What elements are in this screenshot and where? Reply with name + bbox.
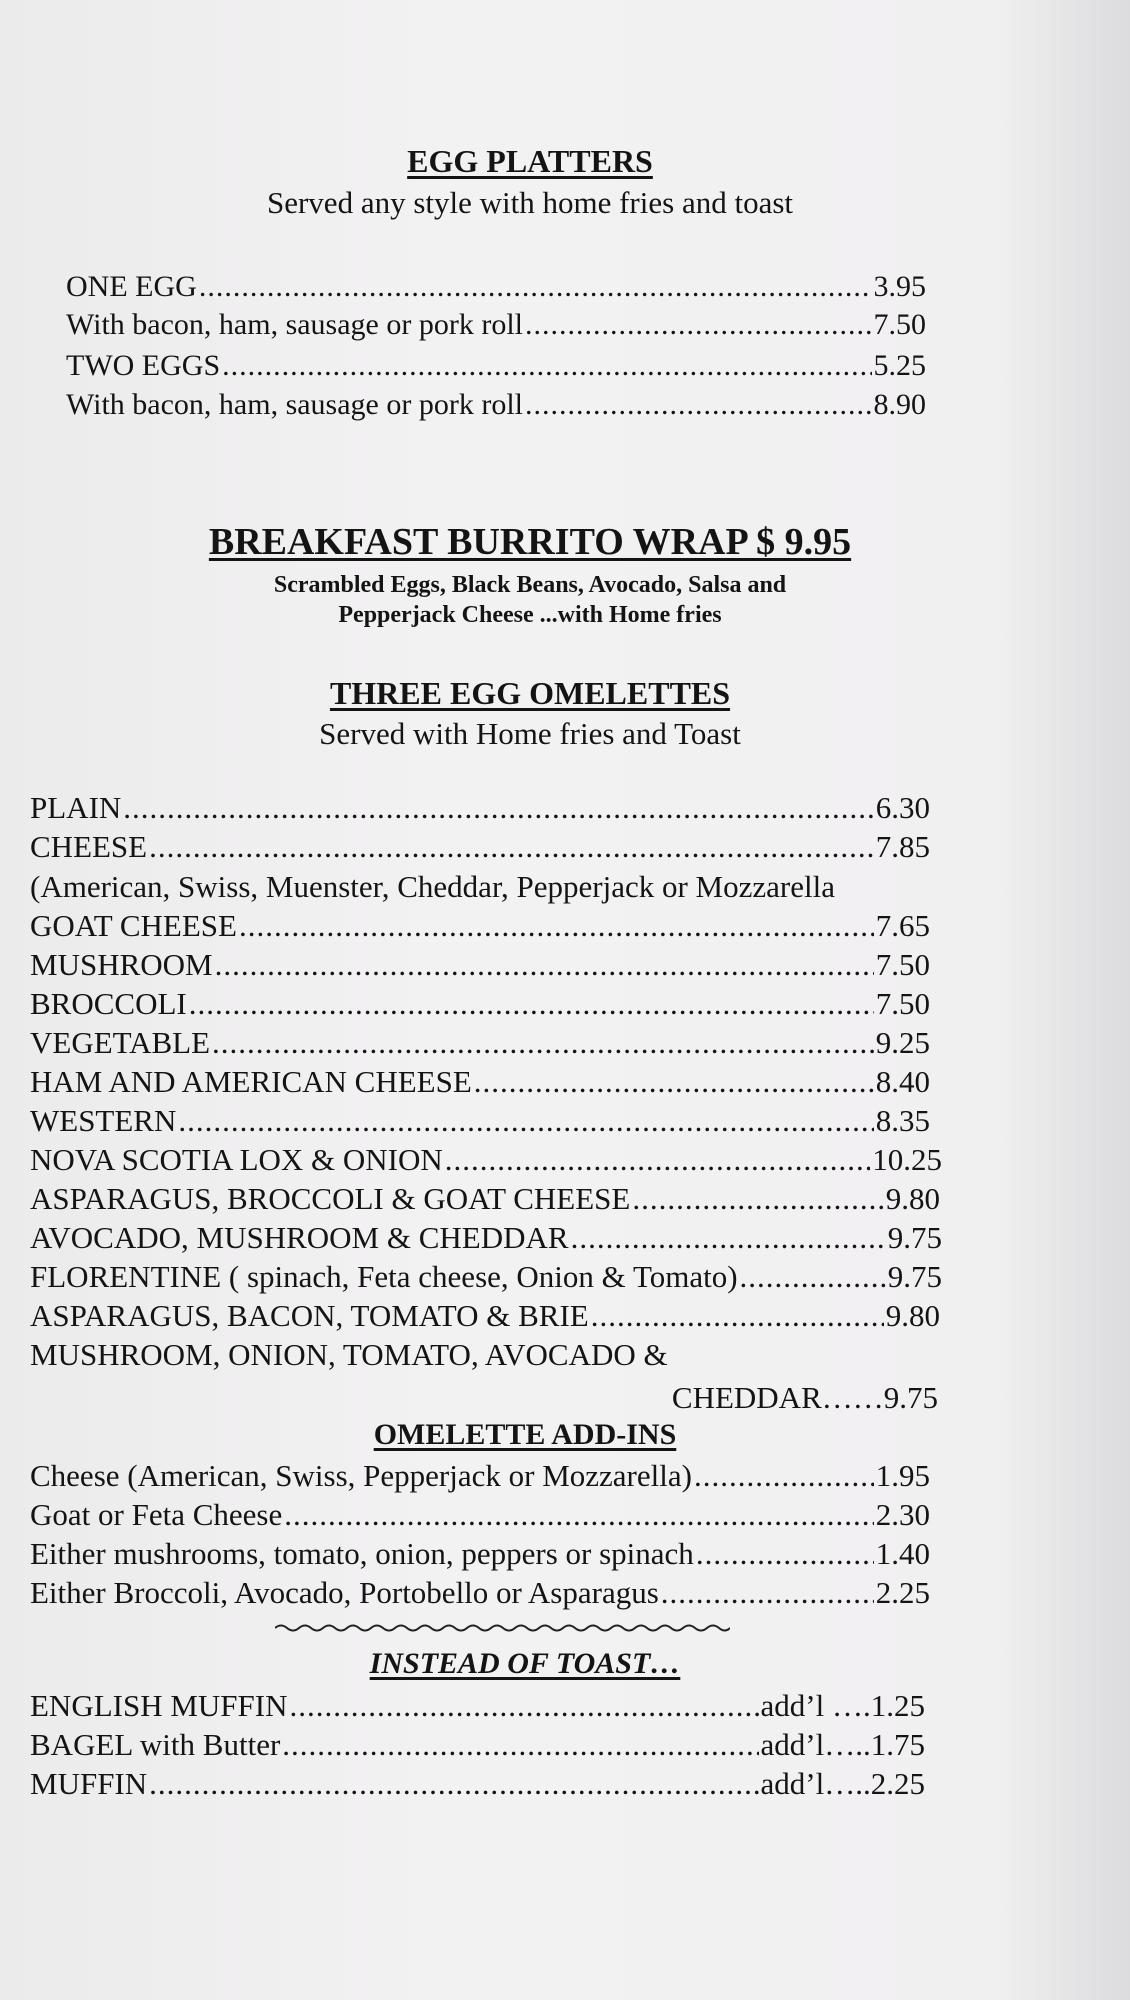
item-price: 9.75 <box>883 1380 938 1415</box>
leader-dots <box>215 947 874 983</box>
egg-platters-subtitle: Served any style with home fries and toast <box>266 185 794 220</box>
omelettes-heading: THREE EGG OMELETTES <box>329 675 731 711</box>
menu-item-mushroom-onion-tomato-line-2 <box>672 1380 938 1416</box>
item-label: ASPARAGUS, BACON, TOMATO & BRIE <box>30 1298 589 1333</box>
item-price: 7.50 <box>875 947 930 982</box>
item-price: 9.80 <box>885 1181 940 1216</box>
item-price: 8.90 <box>873 388 926 421</box>
leader-dots <box>149 1766 758 1802</box>
item-price: 7.50 <box>875 986 930 1021</box>
item-price: 10.25 <box>872 1142 942 1177</box>
instead-of-toast-heading: INSTEAD OF TOAST… <box>369 1647 681 1680</box>
item-price: add’l…..1.75 <box>760 1727 925 1762</box>
menu-item-nova-scotia-lox <box>30 1142 942 1178</box>
leader-dots <box>694 1458 874 1494</box>
item-label: Cheese (American, Swiss, Pepperjack or Mozzarella) <box>30 1458 692 1493</box>
item-label: With bacon, ham, sausage or pork roll <box>66 308 524 341</box>
item-price: 9.75 <box>887 1259 942 1294</box>
item-price: 7.50 <box>873 308 926 341</box>
leader-dots <box>474 1064 874 1100</box>
leader-dots <box>239 908 874 944</box>
leader-dots <box>740 1259 886 1295</box>
menu-item-goat-cheese <box>30 908 930 944</box>
item-label: FLORENTINE ( spinach, Feta cheese, Onion & Tomato) <box>30 1259 738 1294</box>
menu-item-avocado-mushroom-cheddar <box>30 1220 942 1256</box>
leader-dots <box>525 308 871 342</box>
item-price: 6.30 <box>875 790 930 825</box>
leader-dots <box>284 1497 874 1533</box>
menu-item-one-egg <box>66 270 926 304</box>
menu-item-broccoli <box>30 986 930 1022</box>
item-label: CHEDDAR <box>671 1380 822 1415</box>
leader-dots <box>696 1536 874 1572</box>
leader-dots <box>591 1298 884 1334</box>
item-label: TWO EGGS <box>66 349 221 382</box>
addin-cheese <box>30 1458 930 1494</box>
toast-option-english-muffin <box>30 1688 925 1724</box>
item-price: 2.25 <box>875 1575 930 1610</box>
burrito-heading: BREAKFAST BURRITO WRAP $ 9.95 <box>208 521 852 563</box>
menu-item-western <box>30 1103 930 1139</box>
item-price: 1.40 <box>875 1536 930 1571</box>
addin-vegetables <box>30 1536 930 1572</box>
item-price: 1.95 <box>875 1458 930 1493</box>
leader-dots <box>199 270 872 304</box>
item-label: VEGETABLE <box>30 1025 211 1060</box>
menu-item-two-eggs <box>66 349 926 383</box>
item-label: MUFFIN <box>30 1766 148 1801</box>
item-label: BAGEL with Butter <box>30 1727 281 1762</box>
item-label: BROCCOLI <box>30 986 187 1021</box>
leader-dots <box>445 1142 870 1178</box>
leader-dots <box>571 1220 886 1256</box>
item-label: WESTERN <box>30 1103 177 1138</box>
wavy-divider <box>275 1622 730 1634</box>
menu-item-two-eggs-meat <box>66 388 926 422</box>
menu-item-vegetable <box>30 1025 930 1061</box>
burrito-description-line-1: Scrambled Eggs, Black Beans, Avocado, Salsa and <box>273 572 787 598</box>
leader-dots <box>525 388 871 422</box>
item-label: PLAIN <box>30 790 122 825</box>
toast-option-muffin <box>30 1766 925 1802</box>
item-price: 7.65 <box>875 908 930 943</box>
addins-heading: OMELETTE ADD-INS <box>373 1418 677 1451</box>
egg-platters-heading: EGG PLATTERS <box>407 143 653 179</box>
menu-item-florentine <box>30 1259 942 1295</box>
item-price: 2.30 <box>875 1497 930 1532</box>
menu-item-plain <box>30 790 930 826</box>
item-price: 5.25 <box>873 349 926 382</box>
menu-item-mushroom-onion-tomato-line-1: MUSHROOM, ONION, TOMATO, AVOCADO & <box>30 1337 668 1372</box>
leader-dots: …… <box>821 1380 884 1415</box>
item-label: GOAT CHEESE <box>30 908 237 943</box>
menu-item-mushroom <box>30 947 930 983</box>
item-label: HAM AND AMERICAN CHEESE <box>30 1064 472 1099</box>
cheese-options-note: (American, Swiss, Muenster, Cheddar, Pepperjack or Mozzarella <box>30 869 835 904</box>
item-label: MUSHROOM <box>30 947 213 982</box>
item-price: 7.85 <box>875 829 930 864</box>
item-price: add’l ….1.25 <box>760 1688 925 1723</box>
burrito-description-line-2: Pepperjack Cheese ...with Home fries <box>338 602 722 628</box>
menu-item-ham-american <box>30 1064 930 1100</box>
leader-dots <box>178 1103 873 1139</box>
menu-item-one-egg-meat <box>66 308 926 342</box>
leader-dots <box>189 986 874 1022</box>
item-label: With bacon, ham, sausage or pork roll <box>66 388 524 421</box>
item-price: 9.25 <box>875 1025 930 1060</box>
addin-goat-feta <box>30 1497 930 1533</box>
item-label: ASPARAGUS, BROCCOLI & GOAT CHEESE <box>30 1181 631 1216</box>
menu-item-cheese <box>30 829 930 865</box>
leader-dots <box>212 1025 874 1061</box>
item-price: 9.75 <box>887 1220 942 1255</box>
item-label: AVOCADO, MUSHROOM & CHEDDAR <box>30 1220 569 1255</box>
item-label: ONE EGG <box>66 270 197 303</box>
addin-premium-vegetables <box>30 1575 930 1611</box>
item-label: NOVA SCOTIA LOX & ONION <box>30 1142 443 1177</box>
leader-dots <box>290 1688 759 1724</box>
leader-dots <box>661 1575 874 1611</box>
toast-option-bagel <box>30 1727 925 1763</box>
leader-dots <box>282 1727 758 1763</box>
item-label: Goat or Feta Cheese <box>30 1497 283 1532</box>
leader-dots <box>123 790 873 826</box>
item-price: add’l…..2.25 <box>760 1766 925 1801</box>
item-label: Either Broccoli, Avocado, Portobello or Asparagus <box>30 1575 659 1610</box>
item-label: Either mushrooms, tomato, onion, peppers or spinach <box>30 1536 694 1571</box>
item-label: ENGLISH MUFFIN <box>30 1688 288 1723</box>
item-price: 8.35 <box>875 1103 930 1138</box>
item-label: CHEESE <box>30 829 148 864</box>
leader-dots <box>222 349 871 383</box>
menu-item-asparagus-broccoli-goat <box>30 1181 940 1217</box>
menu-item-asparagus-bacon-brie <box>30 1298 940 1334</box>
item-price: 9.80 <box>885 1298 940 1333</box>
item-price: 3.95 <box>873 270 926 303</box>
item-price: 8.40 <box>875 1064 930 1099</box>
leader-dots <box>632 1181 883 1217</box>
omelettes-subtitle: Served with Home fries and Toast <box>319 716 741 751</box>
leader-dots <box>149 829 874 865</box>
